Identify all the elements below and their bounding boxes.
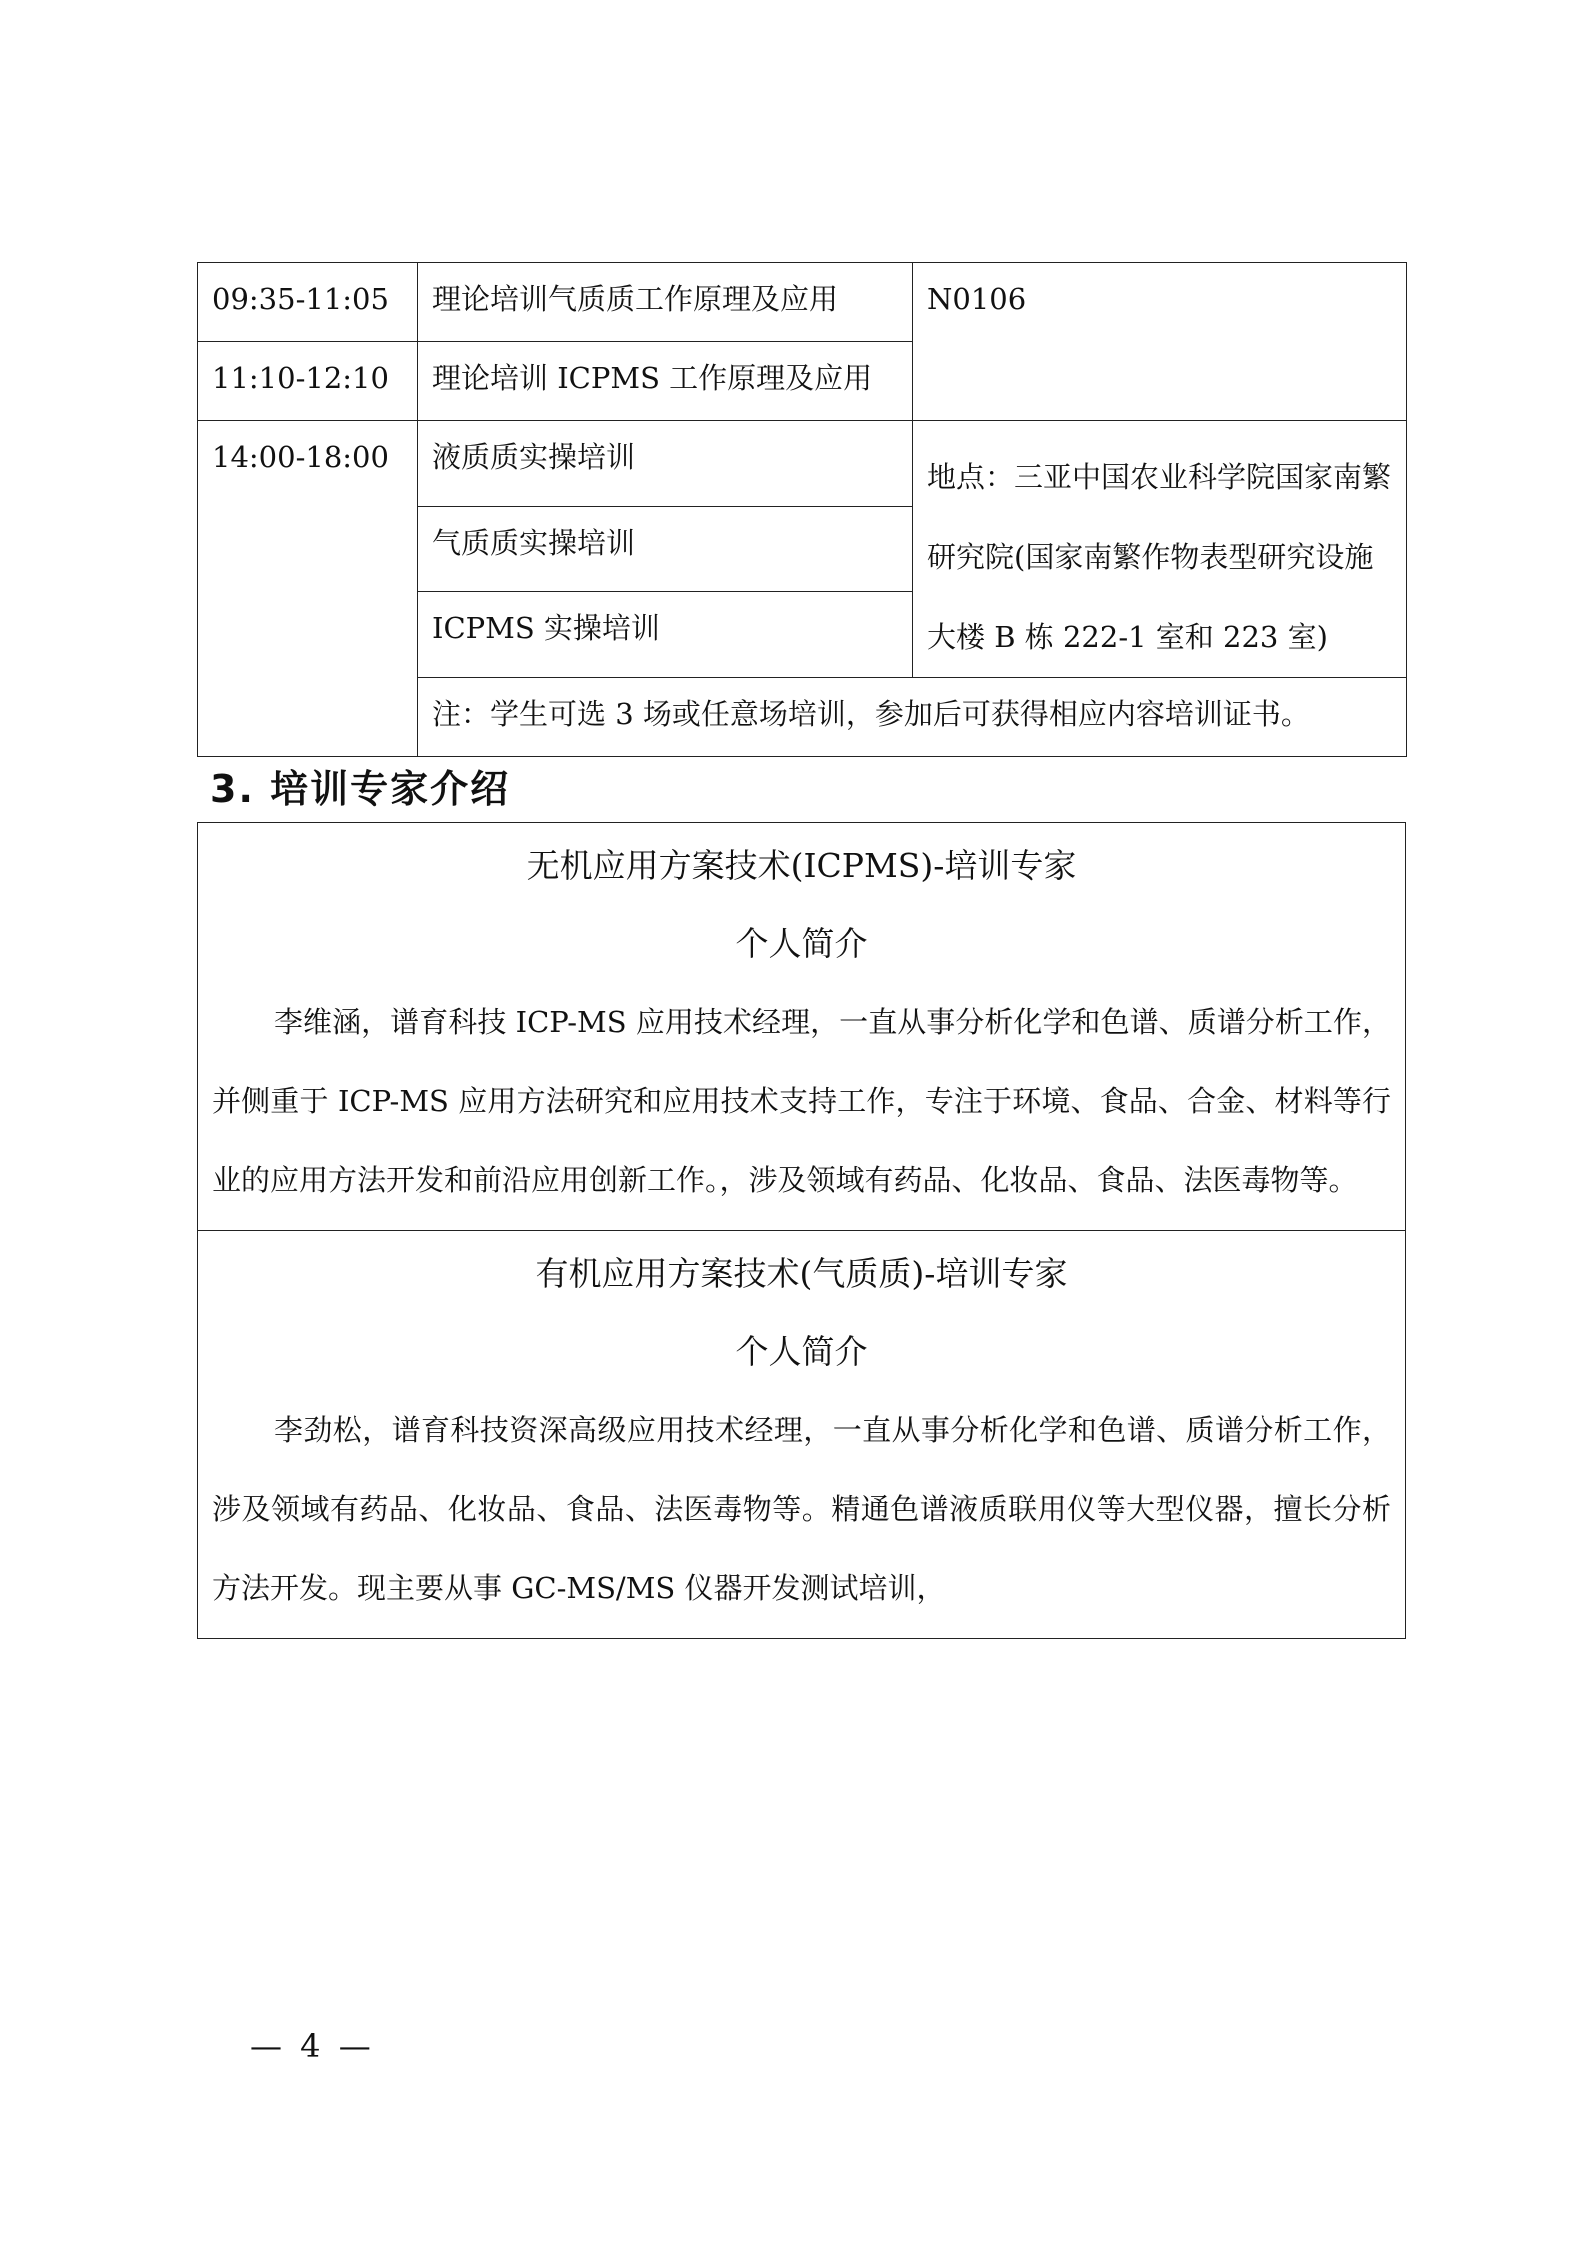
schedule-content-cell: 理论培训 ICPMS 工作原理及应用 xyxy=(418,342,913,421)
expert-card xyxy=(198,823,1405,1230)
schedule-note: 注：学生可选 3 场或任意场培训，参加后可获得相应内容培训证书。 xyxy=(418,678,1407,757)
schedule-room-cell: N0106 xyxy=(913,263,1407,421)
expert-title: 有机应用方案技术(气质质)-培训专家 xyxy=(535,1254,1068,1293)
schedule-time-cell: 14:00-18:00 xyxy=(198,421,418,757)
page-number: — 4 — xyxy=(250,2027,375,2065)
expert-subtitle: 个人简介 xyxy=(735,924,868,963)
expert-bio: 李维涵，谱育科技 ICP-MS 应用技术经理，一直从事分析化学和色谱、质谱分析工作，并侧重于 ICP-MS 应用方法研究和应用技术支持工作，专注于环境、食品、合金、材料等行业的应用方法开发和前沿应用创新工作。，涉及领域有药品、化妆品、食品、法医毒物等。 xyxy=(212,1005,1391,1197)
expert-title: 无机应用方案技术(ICPMS)-培训专家 xyxy=(526,846,1077,885)
section-heading: 3. 培训专家介绍 xyxy=(210,767,511,811)
schedule-row xyxy=(198,263,1407,342)
expert-bio: 李劲松，谱育科技资深高级应用技术经理，一直从事分析化学和色谱、质谱分析工作，涉及领域有药品、化妆品、食品、法医毒物等。精通色谱液质联用仪等大型仪器，擅长分析方法开发。现主要从事 GC-MS/MS 仪器开发测试培训， xyxy=(212,1413,1391,1605)
schedule-time-cell: 09:35-11:05 xyxy=(198,263,418,342)
schedule-time-cell: 11:10-12:10 xyxy=(198,342,418,421)
schedule-content-cell: 理论培训气质质工作原理及应用 xyxy=(418,263,913,342)
schedule-row xyxy=(198,421,1407,507)
training-schedule-table xyxy=(197,262,1407,757)
schedule-location-cell: 地点：三亚中国农业科学院国家南繁研究院(国家南繁作物表型研究设施大楼 B 栋 222-1 室和 223 室) xyxy=(913,421,1407,678)
schedule-content-cell: 液质质实操培训 xyxy=(418,421,913,507)
expert-card xyxy=(198,1230,1405,1638)
expert-subtitle: 个人简介 xyxy=(735,1332,868,1371)
experts-box xyxy=(197,822,1406,1639)
schedule-content-cell: 气质质实操培训 xyxy=(418,506,913,592)
schedule-content-cell: ICPMS 实操培训 xyxy=(418,592,913,678)
